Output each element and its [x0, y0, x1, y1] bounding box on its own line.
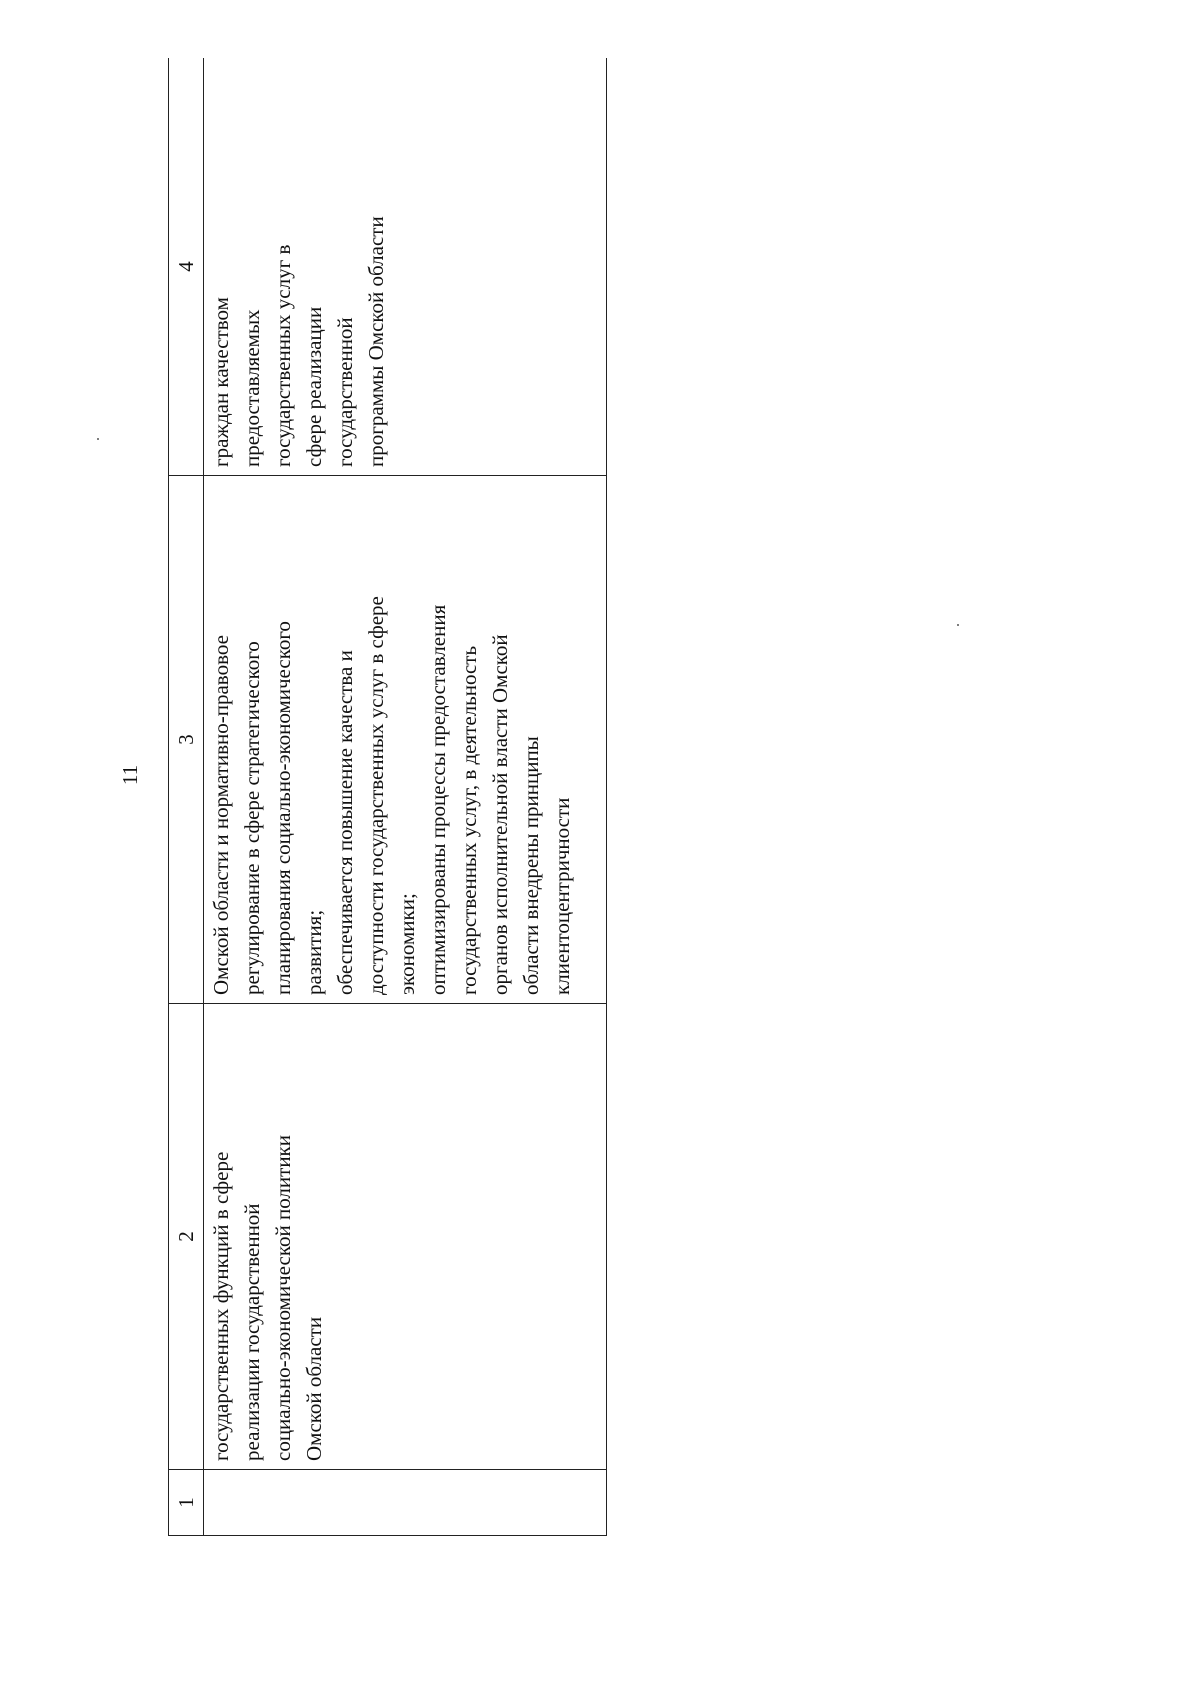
cell-col3: Омской области и нормативно-правовое регулирование в сфере стратегического планирования социально-экономического развития; обеспечивается повышение качества и доступности государственных услуг в сфере экономики; оптимизированы процессы предоставления государственных услуг, в деятельность органов исполнительной власти Омской области внедрены принципы клиентоцентричности [204, 476, 607, 1004]
column-number-3: 3 [169, 476, 204, 1004]
column-number-2: 2 [169, 1004, 204, 1470]
cell-col2: государственных функций в сфере реализации государственной социально-экономической политики Омской области [204, 1004, 607, 1470]
table-row [204, 58, 607, 1536]
cell-col4: граждан качеством предоставляемых государственных услуг в сфере реализации государственной программы Омской области [204, 58, 607, 476]
cell-col1 [204, 1470, 607, 1536]
document-table [168, 58, 607, 1536]
scan-speck [957, 624, 959, 626]
rotated-table-wrapper [168, 58, 607, 1536]
column-number-4: 4 [169, 58, 204, 476]
table-header-row [169, 58, 204, 1536]
document-table-frame [168, 58, 607, 1536]
column-number-1: 1 [169, 1470, 204, 1536]
scan-speck [97, 438, 99, 440]
page-number: 11 [118, 764, 142, 786]
